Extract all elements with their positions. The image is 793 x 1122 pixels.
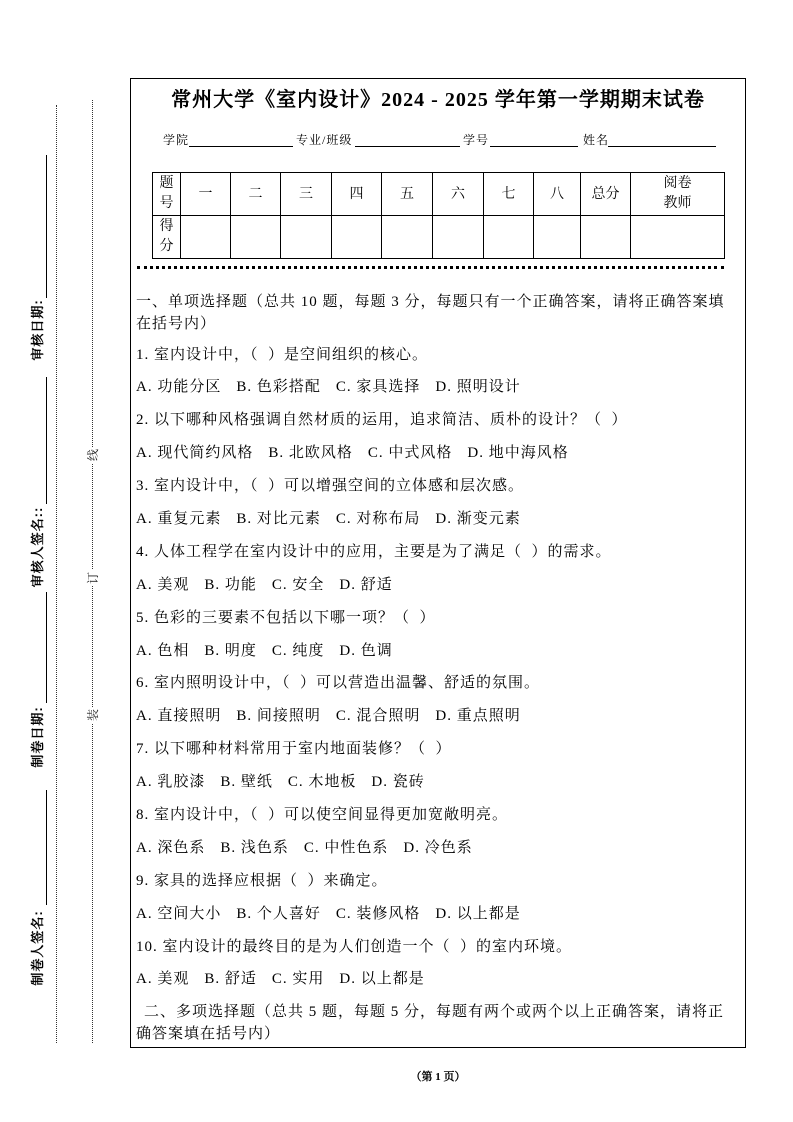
option-d: D. 以上都是 (435, 905, 521, 922)
author-signature-line (46, 790, 47, 905)
score-cell (181, 216, 231, 259)
major-class-label: 专业/班级 (296, 133, 353, 147)
exam-title: 常州大学《室内设计》2024 - 2025 学年第一学期期末试卷 (171, 89, 705, 111)
score-cell (581, 216, 631, 259)
option-b: B. 明度 (204, 642, 257, 659)
score-cell (382, 216, 433, 259)
question-5-stem: 5. 色彩的三要素不包括以下哪一项？（ ） (136, 609, 436, 626)
major-class-blank (355, 132, 460, 147)
option-b: B. 北欧风格 (268, 445, 353, 462)
reviewer-date-line (46, 155, 47, 298)
dotted-separator (137, 266, 724, 269)
option-a: A. 空间大小 (136, 905, 222, 922)
binding-mark-bind: 装 (86, 709, 100, 722)
col-header-2: 二 (231, 173, 281, 216)
question-7-stem: 7. 以下哪种材料常用于室内地面装修？（ ） (136, 741, 452, 758)
col-header-5: 五 (382, 173, 433, 216)
binding-mark-staple: 订 (86, 572, 100, 585)
row-header-question-number: 题号 (159, 176, 174, 211)
option-d: D. 冷色系 (403, 839, 473, 856)
section1-heading-line-2: 在括号内） (136, 316, 217, 332)
name-label: 姓名 (583, 133, 610, 147)
row-header-score: 得分 (159, 219, 174, 254)
question-6-stem: 6. 室内照明设计中，（ ）可以营造出温馨、舒适的氛围。 (136, 675, 541, 692)
option-a: A. 重复元素 (136, 510, 222, 527)
col-header-grader-cell (631, 173, 725, 216)
question-10-stem: 10. 室内设计的最终目的是为人们创造一个（ ）的室内环境。 (136, 938, 573, 955)
college-label: 学院 (163, 133, 190, 147)
name-blank (608, 132, 716, 147)
option-b: B. 功能 (204, 576, 257, 593)
col-header-8: 八 (534, 173, 581, 216)
student-id-label: 学号 (463, 133, 490, 147)
option-d: D. 渐变元素 (435, 510, 521, 527)
col-header-3: 三 (281, 173, 332, 216)
score-cell (631, 216, 725, 259)
question-8-stem: 8. 室内设计中，（ ）可以使空间显得更加宽敞明亮。 (136, 806, 509, 823)
question-1-options (136, 371, 742, 404)
col-header-1: 一 (181, 173, 231, 216)
col-header-grader: 阅卷教师 (663, 176, 692, 211)
option-a: A. 现代简约风格 (136, 445, 254, 462)
option-b: B. 间接照明 (236, 708, 321, 725)
option-b: B. 个人喜好 (236, 905, 321, 922)
section1-heading (136, 291, 742, 335)
question-3-options (136, 503, 742, 536)
author-date-line (46, 592, 47, 703)
score-cell (332, 216, 382, 259)
col-header-6: 六 (433, 173, 484, 216)
reviewer-date-label: 审核日期: (30, 299, 45, 361)
score-cell (231, 216, 281, 259)
row-header-question-number-cell (153, 173, 181, 216)
section1-heading-line-1: 一、单项选择题（总共 10 题，每题 3 分，每题只有一个正确答案，请将正确答案填 (136, 294, 725, 310)
option-a: A. 功能分区 (136, 379, 222, 396)
margin-dotted-line-outer (56, 105, 57, 1043)
option-b: B. 壁纸 (220, 774, 273, 791)
option-c: C. 对称布局 (335, 510, 421, 527)
option-c: C. 家具选择 (335, 379, 421, 396)
student-id-blank (490, 132, 578, 147)
option-b: B. 浅色系 (220, 839, 289, 856)
questions-area (136, 291, 742, 1045)
col-header-total: 总分 (581, 173, 631, 216)
option-b: B. 舒适 (204, 971, 257, 988)
binding-mark-line: 线 (86, 449, 100, 462)
question-9-stem: 9. 家具的选择应根据（ ）来确定。 (136, 872, 388, 889)
score-cell (484, 216, 534, 259)
question-6-options (136, 700, 742, 733)
option-c: C. 装修风格 (335, 905, 421, 922)
question-5-options (136, 635, 742, 668)
option-b: B. 色彩搭配 (236, 379, 321, 396)
score-cell (281, 216, 332, 259)
question-3-stem: 3. 室内设计中，（ ）可以增强空间的立体感和层次感。 (136, 478, 525, 495)
option-a: A. 乳胶漆 (136, 774, 206, 791)
question-4-options (136, 569, 742, 602)
section2-heading (136, 1001, 742, 1045)
question-2-stem: 2. 以下哪种风格强调自然材质的运用，追求简洁、质朴的设计？（ ） (136, 412, 628, 429)
question-9-options (136, 898, 742, 931)
question-10-options (136, 963, 742, 996)
section2-heading-line-2: 确答案填在括号内） (136, 1025, 281, 1042)
option-c: C. 纯度 (271, 642, 325, 659)
option-d: D. 舒适 (339, 576, 393, 593)
author-signature-label: 制卷人签名: (30, 910, 45, 986)
option-c: C. 中式风格 (367, 445, 453, 462)
question-7-options (136, 766, 742, 799)
college-blank (189, 132, 293, 147)
option-a: A. 色相 (136, 642, 190, 659)
option-d: D. 照明设计 (435, 379, 521, 396)
score-cell (433, 216, 484, 259)
score-table-header-row (153, 173, 725, 216)
option-c: C. 安全 (271, 576, 325, 593)
option-a: A. 美观 (136, 576, 190, 593)
reviewer-signature-line (46, 377, 47, 504)
section1-questions (136, 339, 742, 997)
option-b: B. 对比元素 (236, 510, 321, 527)
option-d: D. 重点照明 (435, 708, 521, 725)
score-table-score-row (153, 216, 725, 259)
option-a: A. 美观 (136, 971, 190, 988)
option-c: C. 中性色系 (303, 839, 389, 856)
row-header-score-cell (153, 216, 181, 259)
question-8-options (136, 832, 742, 865)
reviewer-signature-label: 审核人签名:: (30, 506, 45, 588)
col-header-7: 七 (484, 173, 534, 216)
option-d: D. 以上都是 (339, 971, 425, 988)
option-d: D. 瓷砖 (371, 774, 425, 791)
option-d: D. 色调 (339, 642, 393, 659)
option-a: A. 直接照明 (136, 708, 222, 725)
page-number: （第 1 页） (410, 1071, 466, 1083)
question-1-stem: 1. 室内设计中，（ ）是空间组织的核心。 (136, 346, 429, 363)
option-c: C. 实用 (271, 971, 325, 988)
question-4-stem: 4. 人体工程学在室内设计中的应用，主要是为了满足（ ）的需求。 (136, 543, 612, 560)
student-info-line (163, 132, 716, 148)
option-a: A. 深色系 (136, 839, 206, 856)
section2-heading-line-1: 二、多项选择题（总共 5 题，每题 5 分，每题有两个或两个以上正确答案，请将正 (144, 1003, 725, 1020)
option-d: D. 地中海风格 (467, 445, 569, 462)
author-date-label: 制卷日期: (30, 706, 45, 768)
score-cell (534, 216, 581, 259)
option-c: C. 木地板 (287, 774, 357, 791)
score-table (152, 172, 725, 259)
option-c: C. 混合照明 (335, 708, 421, 725)
question-2-options (136, 437, 742, 470)
col-header-4: 四 (332, 173, 382, 216)
